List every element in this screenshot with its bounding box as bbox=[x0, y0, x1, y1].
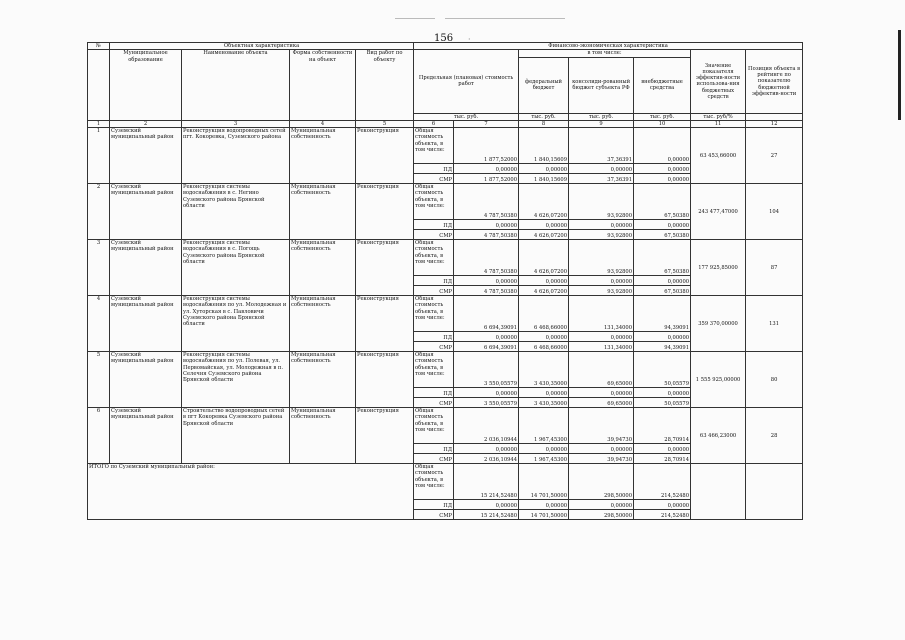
header-object-characteristics: Объектная характеристика bbox=[110, 43, 414, 50]
row-municipality: Суземский муниципальный район bbox=[110, 408, 182, 464]
total-value-1: 4 626,07200 bbox=[519, 184, 569, 220]
total-value-2: 37,36391 bbox=[569, 128, 634, 164]
smr-value-0: 4 787,50380 bbox=[454, 286, 519, 296]
row-work-type: Реконструкция bbox=[356, 296, 414, 352]
scan-line bbox=[395, 18, 435, 19]
row-efficiency: 359 370,00000 bbox=[691, 296, 746, 352]
header-num: № bbox=[88, 43, 110, 50]
total-value-1: 3 430,35000 bbox=[519, 352, 569, 388]
row-object-name: Реконструкция системы водоснабжения в с. Негино Суземского района Брянской области bbox=[182, 184, 290, 240]
row-pd-label: ПД bbox=[414, 444, 454, 454]
pd-value-0: 0,00000 bbox=[454, 332, 519, 342]
total-value-0: 1 877,52000 bbox=[454, 128, 519, 164]
total-efficiency-blank bbox=[691, 464, 746, 520]
smr-value-0: 15 214,52480 bbox=[454, 510, 519, 520]
smr-value-1: 14 701,50000 bbox=[519, 510, 569, 520]
total-value-0: 2 036,10944 bbox=[454, 408, 519, 444]
pd-value-3: 0,00000 bbox=[634, 164, 691, 174]
pd-value-1: 0,00000 bbox=[519, 276, 569, 286]
pd-value-1: 0,00000 bbox=[519, 500, 569, 510]
row-num: 1 bbox=[88, 128, 110, 184]
total-value-3: 0,00000 bbox=[634, 128, 691, 164]
pd-value-0: 0,00000 bbox=[454, 388, 519, 398]
col-number: 7 bbox=[454, 120, 519, 127]
smr-value-3: 214,52480 bbox=[634, 510, 691, 520]
row-num: 2 bbox=[88, 184, 110, 240]
header-efficiency: Значение показателя эффектив-ности использова-ния бюджетных средств bbox=[691, 50, 746, 113]
table-row bbox=[88, 352, 803, 388]
unit-efficiency: тыс. руб/% bbox=[691, 113, 746, 120]
pd-value-3: 0,00000 bbox=[634, 444, 691, 454]
pd-value-2: 0,00000 bbox=[569, 332, 634, 342]
col-number: 10 bbox=[634, 120, 691, 127]
pd-value-2: 0,00000 bbox=[569, 220, 634, 230]
smr-value-3: 67,50380 bbox=[634, 286, 691, 296]
total-value-3: 214,52480 bbox=[634, 464, 691, 500]
row-object-name: Строительство водопроводных сетей в пгт Кокоревка Суземского района Брянской области bbox=[182, 408, 290, 464]
col-number: 9 bbox=[569, 120, 634, 127]
row-municipality: Суземский муниципальный район bbox=[110, 184, 182, 240]
pd-value-3: 0,00000 bbox=[634, 276, 691, 286]
total-rating-blank bbox=[746, 464, 803, 520]
row-pd-label: ПД bbox=[414, 220, 454, 230]
row-pd-label: ПД bbox=[414, 164, 454, 174]
col-number: 1 bbox=[88, 120, 110, 127]
row-ownership: Муниципальная собственность bbox=[290, 296, 356, 352]
row-smr-label: СМР bbox=[414, 454, 454, 464]
total-value-1: 4 626,07200 bbox=[519, 240, 569, 276]
total-value-3: 67,50380 bbox=[634, 184, 691, 220]
header-including: в том числе: bbox=[519, 50, 691, 57]
total-value-1: 1 967,45300 bbox=[519, 408, 569, 444]
row-ownership: Муниципальная собственность bbox=[290, 128, 356, 184]
header-financial-characteristics: Финансово-экономическая характеристика bbox=[414, 43, 803, 50]
unit-consolidated: тыс. руб. bbox=[569, 113, 634, 120]
total-value-1: 1 840,15609 bbox=[519, 128, 569, 164]
col-number: 4 bbox=[290, 120, 356, 127]
smr-value-3: 0,00000 bbox=[634, 174, 691, 184]
smr-value-1: 1 840,15609 bbox=[519, 174, 569, 184]
total-value-3: 67,50380 bbox=[634, 240, 691, 276]
row-smr-label: СМР bbox=[414, 342, 454, 352]
pd-value-2: 0,00000 bbox=[569, 444, 634, 454]
row-total-cost-label: Общая стоимость объекта, в том числе: bbox=[414, 128, 454, 164]
row-municipality: Суземский муниципальный район bbox=[110, 128, 182, 184]
row-rating: 27 bbox=[746, 128, 803, 184]
pd-value-1: 0,00000 bbox=[519, 164, 569, 174]
page-number: 156 bbox=[434, 33, 454, 44]
pd-value-0: 0,00000 bbox=[454, 444, 519, 454]
row-pd-label: ПД bbox=[414, 332, 454, 342]
smr-value-2: 69,65000 bbox=[569, 398, 634, 408]
total-value-3: 50,05579 bbox=[634, 352, 691, 388]
total-row bbox=[88, 464, 803, 500]
smr-value-2: 131,34000 bbox=[569, 342, 634, 352]
table-row bbox=[88, 408, 803, 444]
row-num: 3 bbox=[88, 240, 110, 296]
row-num: 5 bbox=[88, 352, 110, 408]
pd-value-2: 0,00000 bbox=[569, 500, 634, 510]
row-rating: 28 bbox=[746, 408, 803, 464]
col-number: 8 bbox=[519, 120, 569, 127]
page-mark: · bbox=[468, 35, 471, 44]
unit-max-cost: тыс. руб. bbox=[414, 113, 519, 120]
row-pd-label: ПД bbox=[414, 388, 454, 398]
row-object-name: Реконструкция системы водоснабжения по ул. Полевая, ул. Первомайская, ул. Молодежная в п. Селечня Суземского района Брянской области bbox=[182, 352, 290, 408]
unit-federal: тыс. руб. bbox=[519, 113, 569, 120]
row-municipality: Суземский муниципальный район bbox=[110, 296, 182, 352]
pd-value-2: 0,00000 bbox=[569, 276, 634, 286]
row-num: 4 bbox=[88, 296, 110, 352]
row-efficiency: 63 466,23000 bbox=[691, 408, 746, 464]
row-ownership: Муниципальная собственность bbox=[290, 352, 356, 408]
row-efficiency: 177 925,85000 bbox=[691, 240, 746, 296]
total-row-label: ИТОГО по Суземский муниципальный район: bbox=[88, 464, 414, 520]
pd-value-3: 0,00000 bbox=[634, 500, 691, 510]
unit-extrabudget: тыс. руб. bbox=[634, 113, 691, 120]
header-rating: Позиция объекта в рейтинге по показателю бюджетной эффектив-ности bbox=[746, 50, 803, 113]
header-federal: федеральный бюджет bbox=[519, 57, 569, 113]
smr-value-1: 4 626,07200 bbox=[519, 230, 569, 240]
row-rating: 131 bbox=[746, 296, 803, 352]
smr-value-0: 3 550,05579 bbox=[454, 398, 519, 408]
row-work-type: Реконструкция bbox=[356, 128, 414, 184]
pd-value-2: 0,00000 bbox=[569, 164, 634, 174]
table-row bbox=[88, 240, 803, 276]
smr-value-2: 298,50000 bbox=[569, 510, 634, 520]
smr-value-2: 93,92800 bbox=[569, 230, 634, 240]
row-municipality: Суземский муниципальный район bbox=[110, 240, 182, 296]
smr-value-0: 6 694,39091 bbox=[454, 342, 519, 352]
smr-value-1: 1 967,45300 bbox=[519, 454, 569, 464]
row-smr-label: СМР bbox=[414, 398, 454, 408]
total-value-2: 131,34000 bbox=[569, 296, 634, 332]
row-ownership: Муниципальная собственность bbox=[290, 184, 356, 240]
header-object-name: Наименование объекта bbox=[182, 50, 290, 121]
pd-value-2: 0,00000 bbox=[569, 388, 634, 398]
row-smr-label: СМР bbox=[414, 286, 454, 296]
header-num-blank bbox=[88, 50, 110, 121]
row-total-cost-label: Общая стоимость объекта, в том числе: bbox=[414, 296, 454, 332]
row-total-cost-label: Общая стоимость объекта, в том числе: bbox=[414, 352, 454, 388]
smr-value-3: 94,39091 bbox=[634, 342, 691, 352]
col-number: 2 bbox=[110, 120, 182, 127]
smr-value-0: 1 877,52000 bbox=[454, 174, 519, 184]
smr-value-3: 67,50380 bbox=[634, 230, 691, 240]
scan-line bbox=[445, 18, 565, 19]
smr-value-1: 3 430,35000 bbox=[519, 398, 569, 408]
total-pd-label: ПД bbox=[414, 500, 454, 510]
smr-value-0: 4 787,50380 bbox=[454, 230, 519, 240]
pd-value-3: 0,00000 bbox=[634, 332, 691, 342]
total-value-1: 14 701,50000 bbox=[519, 464, 569, 500]
row-efficiency: 1 555 925,00000 bbox=[691, 352, 746, 408]
investment-table bbox=[87, 42, 803, 520]
total-value-0: 4 787,50380 bbox=[454, 184, 519, 220]
row-work-type: Реконструкция bbox=[356, 408, 414, 464]
col-number: 6 bbox=[414, 120, 454, 127]
total-value-2: 93,92800 bbox=[569, 240, 634, 276]
pd-value-3: 0,00000 bbox=[634, 220, 691, 230]
row-work-type: Реконструкция bbox=[356, 240, 414, 296]
header-consolidated: консолиди-рованный бюджет субъекта РФ bbox=[569, 57, 634, 113]
row-rating: 80 bbox=[746, 352, 803, 408]
row-ownership: Муниципальная собственность bbox=[290, 408, 356, 464]
row-efficiency: 243 477,47000 bbox=[691, 184, 746, 240]
row-object-name: Реконструкция системы водоснабжения по ул. Молодежная и ул. Хуторская в с. Павловичи Суземского района Брянской области bbox=[182, 296, 290, 352]
smr-value-2: 93,92800 bbox=[569, 286, 634, 296]
smr-value-1: 6 468,66000 bbox=[519, 342, 569, 352]
total-value-0: 4 787,50380 bbox=[454, 240, 519, 276]
pd-value-1: 0,00000 bbox=[519, 220, 569, 230]
row-total-cost-label: Общая стоимость объекта, в том числе: bbox=[414, 184, 454, 220]
row-work-type: Реконструкция bbox=[356, 352, 414, 408]
total-value-3: 94,39091 bbox=[634, 296, 691, 332]
row-pd-label: ПД bbox=[414, 276, 454, 286]
pd-value-0: 0,00000 bbox=[454, 500, 519, 510]
header-ownership: Форма собственности на объект bbox=[290, 50, 356, 121]
table-row bbox=[88, 128, 803, 164]
smr-value-3: 50,05579 bbox=[634, 398, 691, 408]
pd-value-0: 0,00000 bbox=[454, 220, 519, 230]
row-ownership: Муниципальная собственность bbox=[290, 240, 356, 296]
total-cost-label: Общая стоимость объекта, в том числе: bbox=[414, 464, 454, 500]
total-value-0: 6 694,39091 bbox=[454, 296, 519, 332]
total-smr-label: СМР bbox=[414, 510, 454, 520]
table-row bbox=[88, 184, 803, 220]
total-value-3: 28,70914 bbox=[634, 408, 691, 444]
col-number: 5 bbox=[356, 120, 414, 127]
row-work-type: Реконструкция bbox=[356, 184, 414, 240]
pd-value-0: 0,00000 bbox=[454, 164, 519, 174]
scan-edge-mark bbox=[898, 30, 901, 120]
total-value-1: 6 468,66000 bbox=[519, 296, 569, 332]
row-smr-label: СМР bbox=[414, 174, 454, 184]
row-efficiency: 63 453,66000 bbox=[691, 128, 746, 184]
smr-value-2: 37,36391 bbox=[569, 174, 634, 184]
total-value-2: 69,65000 bbox=[569, 352, 634, 388]
col-number: 11 bbox=[691, 120, 746, 127]
row-rating: 87 bbox=[746, 240, 803, 296]
row-object-name: Реконструкция водопроводных сетей пгт. Кокоревка, Суземского района bbox=[182, 128, 290, 184]
smr-value-0: 2 036,10944 bbox=[454, 454, 519, 464]
total-value-2: 298,50000 bbox=[569, 464, 634, 500]
total-value-0: 3 550,05579 bbox=[454, 352, 519, 388]
pd-value-1: 0,00000 bbox=[519, 388, 569, 398]
row-municipality: Суземский муниципальный район bbox=[110, 352, 182, 408]
total-value-0: 15 214,52480 bbox=[454, 464, 519, 500]
header-extrabudget: внебюджетные средства bbox=[634, 57, 691, 113]
row-num: 6 bbox=[88, 408, 110, 464]
row-rating: 104 bbox=[746, 184, 803, 240]
row-object-name: Реконструкция системы водоснабжения в с. Погощь Суземского района Брянской области bbox=[182, 240, 290, 296]
header-work-type: Вид работ по объекту bbox=[356, 50, 414, 121]
row-total-cost-label: Общая стоимость объекта, в том числе: bbox=[414, 240, 454, 276]
total-value-2: 93,92800 bbox=[569, 184, 634, 220]
col-number: 12 bbox=[746, 120, 803, 127]
smr-value-1: 4 626,07200 bbox=[519, 286, 569, 296]
pd-value-0: 0,00000 bbox=[454, 276, 519, 286]
pd-value-3: 0,00000 bbox=[634, 388, 691, 398]
header-municipality: Муниципальное образование bbox=[110, 50, 182, 121]
header-max-cost: Предельная (плановая) стоимость работ bbox=[414, 50, 519, 113]
pd-value-1: 0,00000 bbox=[519, 444, 569, 454]
smr-value-2: 39,94730 bbox=[569, 454, 634, 464]
total-value-2: 39,94730 bbox=[569, 408, 634, 444]
unit-rating bbox=[746, 113, 803, 120]
pd-value-1: 0,00000 bbox=[519, 332, 569, 342]
smr-value-3: 28,70914 bbox=[634, 454, 691, 464]
col-number: 3 bbox=[182, 120, 290, 127]
row-total-cost-label: Общая стоимость объекта, в том числе: bbox=[414, 408, 454, 444]
table-row bbox=[88, 296, 803, 332]
row-smr-label: СМР bbox=[414, 230, 454, 240]
